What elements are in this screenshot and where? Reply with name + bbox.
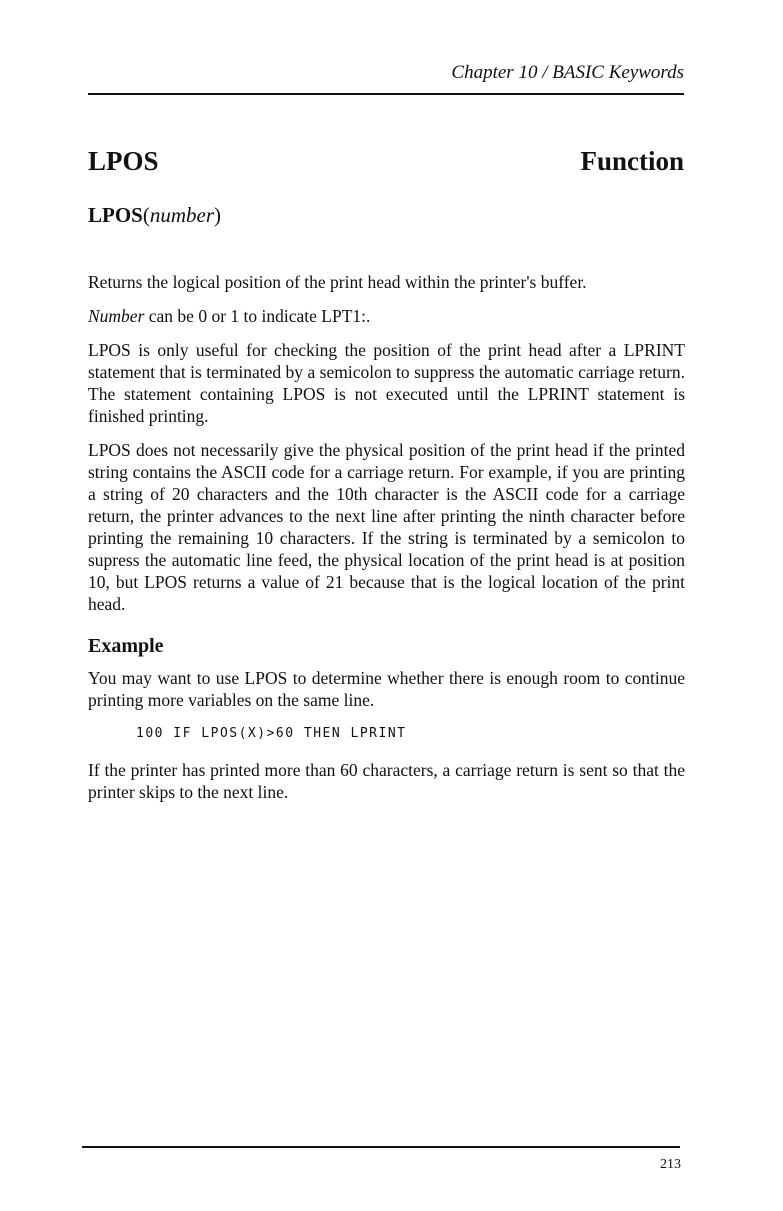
body-text: [88, 271, 685, 815]
syntax-argument: number: [149, 203, 215, 227]
keyword-type: Function: [580, 146, 684, 176]
example-intro: You may want to use LPOS to determine whether there is enough room to continue printing more variables on the same line.: [88, 668, 685, 710]
syntax-close-paren: ): [214, 203, 222, 227]
keyword-title: LPOS: [88, 146, 159, 176]
syntax-keyword: LPOS: [88, 203, 143, 227]
paragraph-usage: LPOS is only useful for checking the position of the print head after a LPRINT statement that is terminated by a semicolon to suppress the automatic carriage return. The statement containing LPOS is not executed until the LPRINT statement is finished printing.: [88, 340, 685, 426]
argument-text: can be 0 or 1 to indicate LPT1:.: [144, 306, 371, 326]
paragraph-argument: [88, 305, 685, 327]
syntax-open-paren: (: [142, 203, 150, 227]
example-code: 100 IF LPOS(X)>60 THEN LPRINT: [136, 726, 407, 741]
paragraph-description: Returns the logical position of the print head within the printer's buffer.: [88, 272, 587, 292]
page-number: 213: [660, 1157, 681, 1172]
header-rule: [88, 93, 684, 95]
footer-rule: [82, 1146, 680, 1148]
syntax-line: [88, 203, 221, 228]
example-outro: If the printer has printed more than 60 characters, a carriage return is sent so that the printer skips to the next line.: [88, 760, 685, 802]
argument-term: Number: [88, 306, 145, 326]
example-heading: Example: [88, 635, 164, 657]
running-head: Chapter 10 / BASIC Keywords: [451, 62, 684, 83]
paragraph-details: LPOS does not necessarily give the physical position of the print head if the printed string contains the ASCII code for a carriage return. For example, if you are printing a string of 20 characters and the 10th character is the ASCII code for a carriage return, the printer advances to the next line after printing the ninth character before printing the remaining 10 characters. If the string is terminated by a semicolon to supress the automatic line feed, the physical location of the print head is at position 10, but LPOS returns a value of 21 because that is the logical location of the print head.: [88, 440, 685, 614]
